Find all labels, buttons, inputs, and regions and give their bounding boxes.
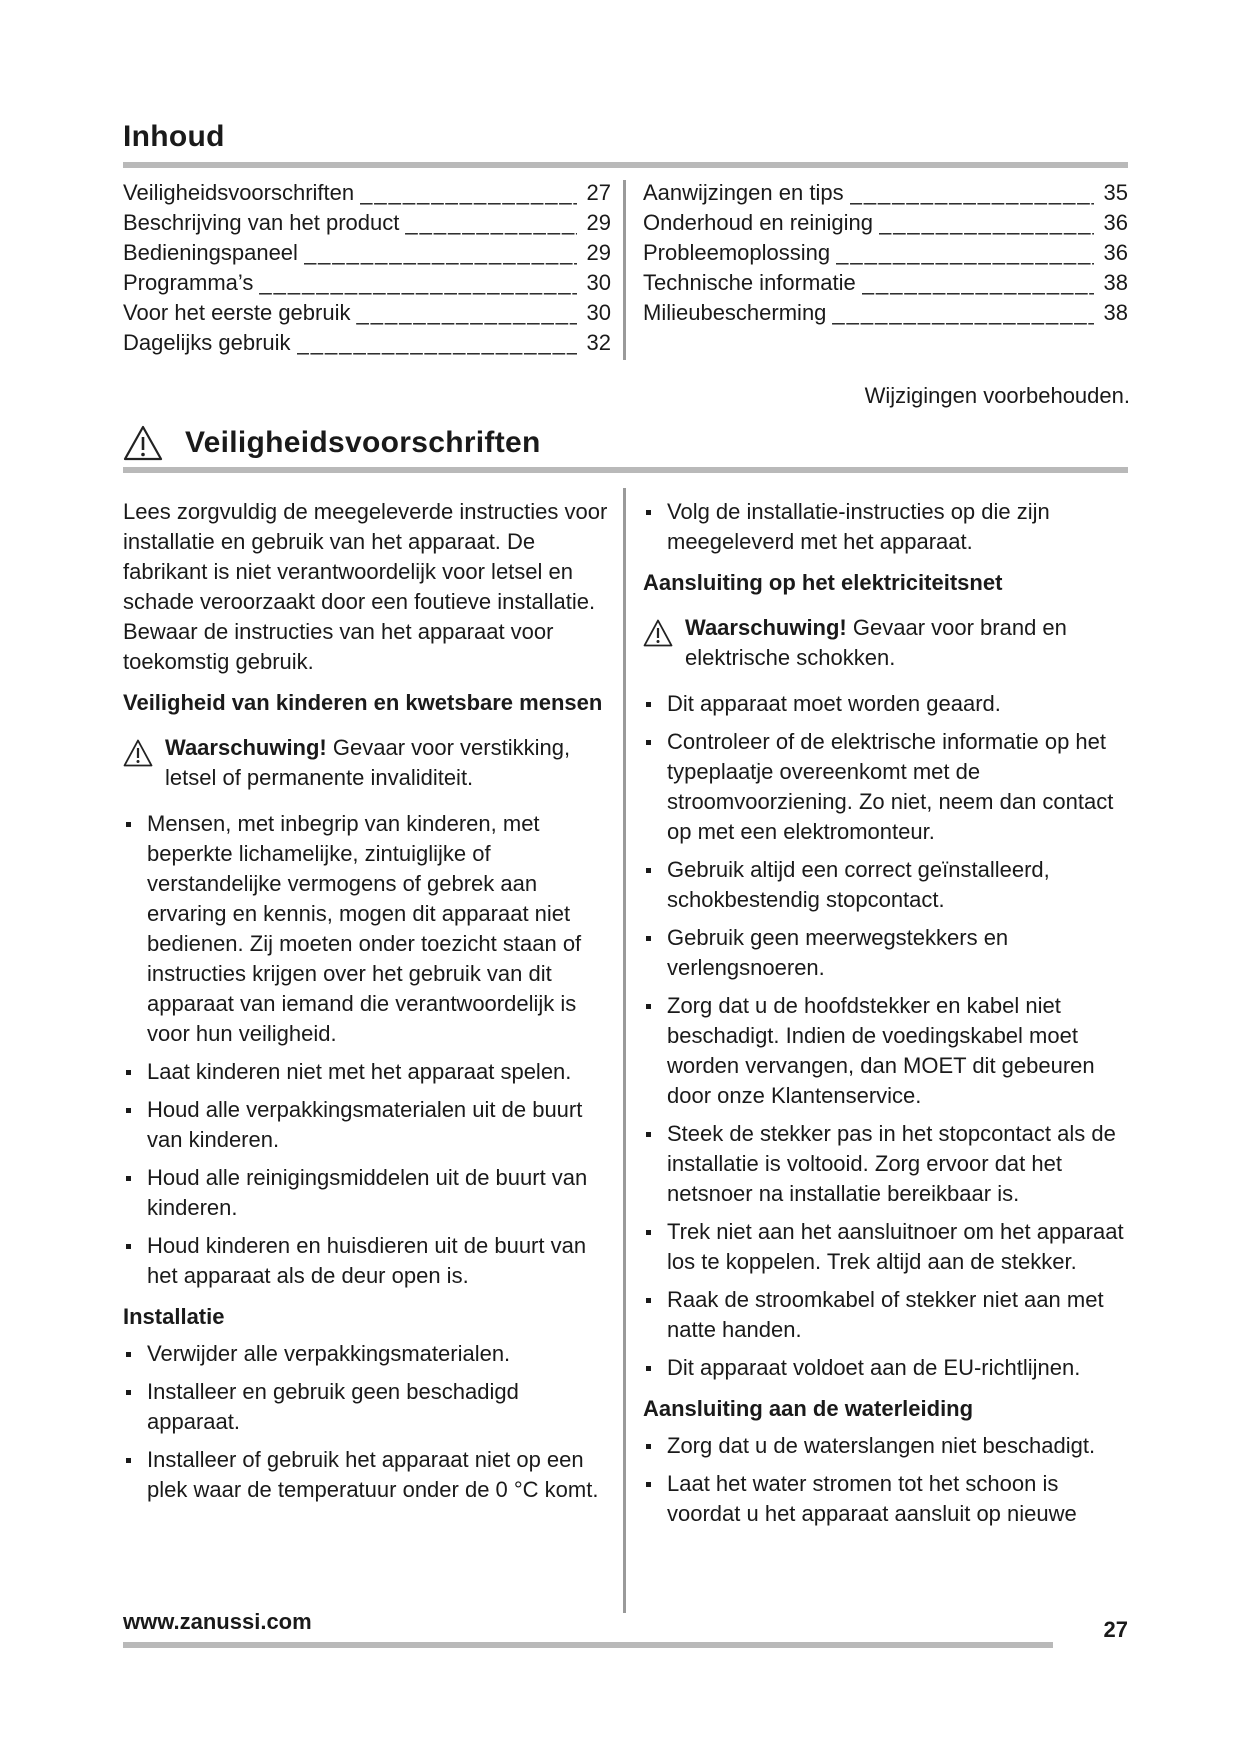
list-item: Gebruik altijd een correct geïnstalleerd, schokbestendig stopcontact. [643, 855, 1128, 915]
list-item: Zorg dat u de hoofdstekker en kabel niet beschadigt. Indien de voedingskabel moet worden vervangen, dan MOET dit gebeuren door onze Klantenservice. [643, 991, 1128, 1111]
toc-entry[interactable]: Bedieningspaneel _____ 29 [123, 238, 611, 268]
electric-list [643, 689, 1128, 1383]
toc-entry[interactable]: Onderhoud en reiniging _____ 36 [643, 208, 1128, 238]
water-connection-heading: Aansluiting aan de waterleiding [643, 1396, 974, 1421]
toc-entry[interactable]: Milieubescherming _____ 38 [643, 298, 1128, 328]
electric-warning [643, 613, 1128, 673]
toc-right-column [643, 178, 1128, 328]
toc-rule [123, 162, 1128, 168]
toc-entry[interactable]: Voor het eerste gebruik _____ 30 [123, 298, 611, 328]
page-number: 27 [1103, 1617, 1128, 1642]
footer-website-link[interactable]: www.zanussi.com [123, 1609, 312, 1634]
list-item: Controleer of de elektrische informatie op het typeplaatje overeenkomt met de stroomvoorziening. Zo niet, neem dan contact op met een elektromonteur. [643, 727, 1128, 847]
toc-entry[interactable]: Beschrijving van het product _____ 29 [123, 208, 611, 238]
list-item: Dit apparaat voldoet aan de EU-richtlijnen. [643, 1353, 1128, 1383]
warning-text: Gevaar voor verstikking, letsel of permanente invaliditeit. [165, 735, 571, 790]
warning-triangle-icon [123, 425, 163, 461]
list-item: Steek de stekker pas in het stopcontact als de installatie is voltooid. Zorg ervoor dat het netsnoer na installatie bereikbaar is. [643, 1119, 1128, 1209]
changes-reserved-note: Wijzigingen voorbehouden. [864, 383, 1130, 408]
toc-entry[interactable]: Aanwijzingen en tips _____ 35 [643, 178, 1128, 208]
list-item: Verwijder alle verpakkingsmaterialen. [123, 1339, 613, 1369]
body-column-divider [623, 488, 626, 1613]
water-list [643, 1431, 1128, 1529]
warning-icon [643, 619, 673, 647]
toc-column-divider [623, 180, 626, 360]
children-safety-heading: Veiligheid van kinderen en kwetsbare mensen [123, 690, 603, 715]
list-item: Laat het water stromen tot het schoon is voordat u het apparaat aansluit op nieuwe [643, 1469, 1128, 1529]
safety-left-column [123, 497, 613, 1513]
safety-intro: Lees zorgvuldig de meegeleverde instructies voor installatie en gebruik van het apparaat. De fabrikant is niet verantwoordelijk voor letsel en schade veroorzaakt door een foutieve installatie. Bewaar de instructies van het apparaat voor toekomstig gebruik. [123, 499, 608, 674]
children-safety-list [123, 809, 613, 1291]
list-item: Dit apparaat moet worden geaard. [643, 689, 1128, 719]
toc-entry[interactable]: Dagelijks gebruik _____ 32 [123, 328, 611, 358]
installation-list [123, 1339, 613, 1505]
children-warning [123, 733, 613, 793]
safety-title: Veiligheidsvoorschriften [185, 426, 541, 459]
list-item: Houd kinderen en huisdieren uit de buurt van het apparaat als de deur open is. [123, 1231, 613, 1291]
installation-list-continued [643, 497, 1128, 557]
safety-right-column [643, 497, 1128, 1537]
list-item: Houd alle verpakkingsmaterialen uit de buurt van kinderen. [123, 1095, 613, 1155]
toc-entry[interactable]: Probleemoplossing _____ 36 [643, 238, 1128, 268]
safety-rule [123, 467, 1128, 473]
list-item: Mensen, met inbegrip van kinderen, met beperkte lichamelijke, zintuiglijke of verstandelijke vermogens of gebrek aan ervaring en kennis, mogen dit apparaat niet bedienen. Zij moeten onder toezicht staan of instructies krijgen over het gebruik van dit apparaat van iemand die verantwoordelijk is voor hun veiligheid. [123, 809, 613, 1049]
list-item: Raak de stroomkabel of stekker niet aan met natte handen. [643, 1285, 1128, 1345]
list-item: Gebruik geen meerwegstekkers en verlengsnoeren. [643, 923, 1128, 983]
list-item: Trek niet aan het aansluitnoer om het apparaat los te koppelen. Trek altijd aan de stekker. [643, 1217, 1128, 1277]
toc-entry[interactable]: Veiligheidsvoorschriften _____ 27 [123, 178, 611, 208]
warning-label: Waarschuwing! [165, 735, 327, 760]
list-item: Volg de installatie-instructies op die zijn meegeleverd met het apparaat. [643, 497, 1128, 557]
electric-connection-heading: Aansluiting op het elektriciteitsnet [643, 570, 1003, 595]
safety-header [123, 425, 541, 461]
warning-text: Gevaar voor brand en elektrische schokken. [685, 615, 1067, 670]
list-item: Zorg dat u de waterslangen niet beschadigt. [643, 1431, 1128, 1461]
toc-left-column [123, 178, 611, 358]
list-item: Installeer of gebruik het apparaat niet op een plek waar de temperatuur onder de 0 °C komt. [123, 1445, 613, 1505]
list-item: Installeer en gebruik geen beschadigd apparaat. [123, 1377, 613, 1437]
list-item: Laat kinderen niet met het apparaat spelen. [123, 1057, 613, 1087]
warning-icon [123, 739, 153, 767]
footer-rule [123, 1642, 1053, 1648]
warning-label: Waarschuwing! [685, 615, 847, 640]
toc-entry[interactable]: Technische informatie _____ 38 [643, 268, 1128, 298]
installation-heading: Installatie [123, 1304, 225, 1329]
list-item: Houd alle reinigingsmiddelen uit de buurt van kinderen. [123, 1163, 613, 1223]
toc-entry[interactable]: Programma’s _____ 30 [123, 268, 611, 298]
toc-title: Inhoud [123, 120, 225, 153]
